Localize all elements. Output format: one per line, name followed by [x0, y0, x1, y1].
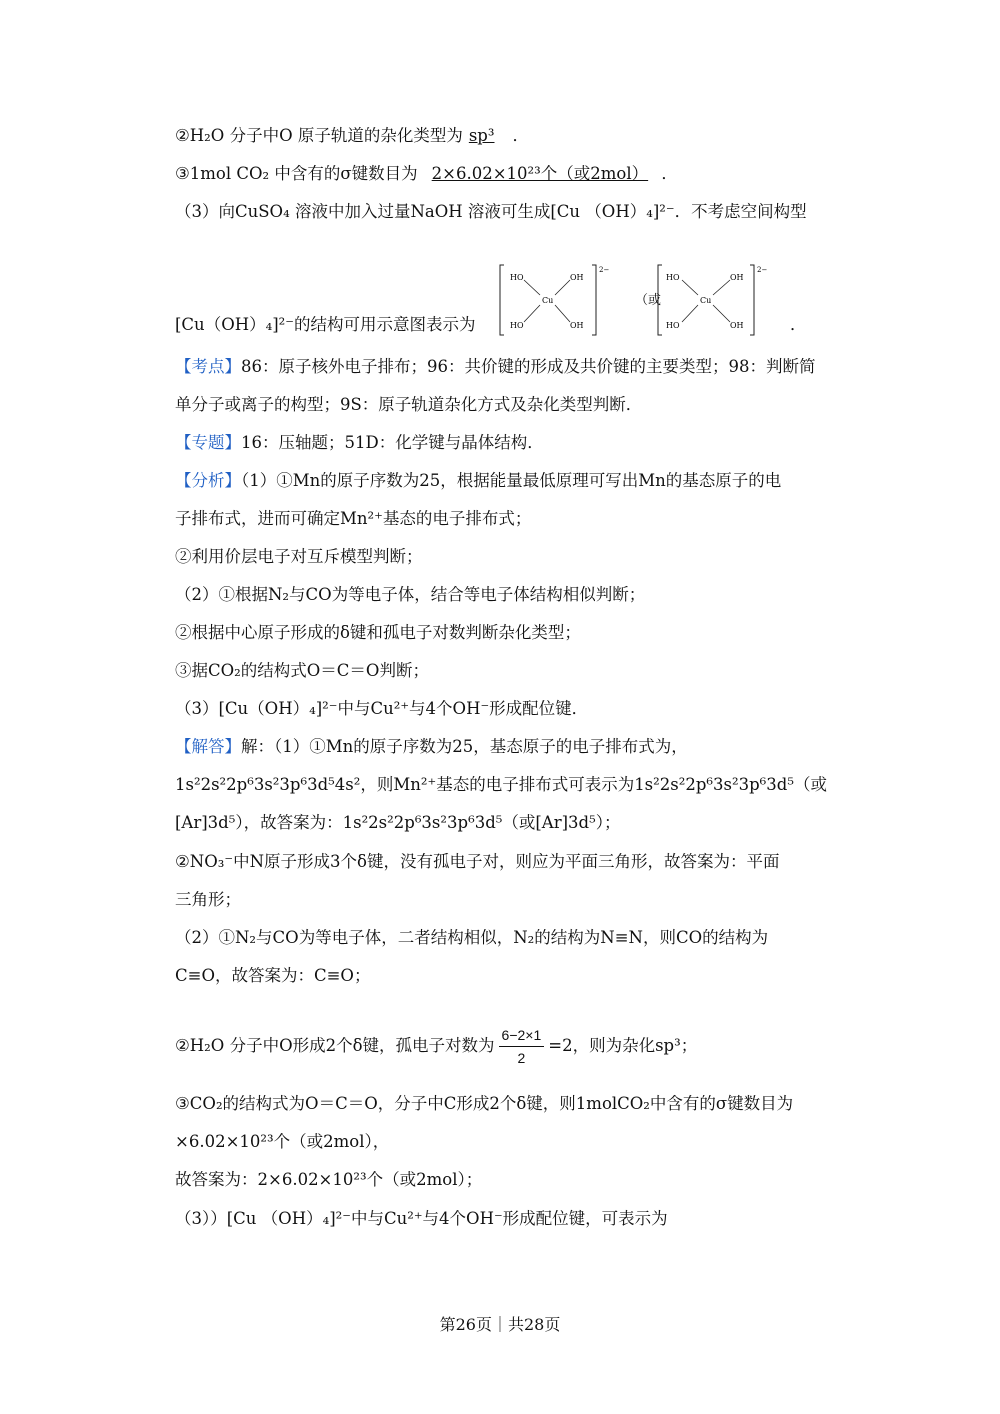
oh-label: OH — [570, 273, 584, 282]
text-line: ②H₂O 分子中O 原子轨道的杂化类型为 sp³ ． — [175, 126, 529, 145]
section-tag-zhuanti: 【专题】 — [175, 433, 241, 452]
text-line: （3）[Cu（OH）₄]²⁻中与Cu²⁺与4个OH⁻形成配位键． — [175, 699, 589, 718]
fraction — [499, 1024, 545, 1069]
oh-label: OH — [730, 321, 744, 330]
text-line: ③CO₂的结构式为O＝C＝O，分子中C形成2个δ键，则1molCO₂中含有的σ键数目为 — [175, 1094, 794, 1113]
text-line: 单分子或离子的构型；9S：原子轨道杂化方式及杂化类型判断． — [175, 395, 643, 414]
ho-label: HO — [666, 273, 680, 282]
text-line — [175, 432, 544, 454]
text-span: ③1mol CO₂ 中含有的σ键数目为 — [175, 164, 418, 183]
text-line: ． — [790, 315, 807, 334]
text-line: [Ar]3d⁵），故答案为：1s²2s²2p⁶3s²3p⁶3d⁵（或[Ar]3d⁵）； — [175, 813, 621, 832]
text-line: 子排布式，进而可确定Mn²⁺基态的电子排布式； — [175, 509, 532, 528]
text-line: （3））[Cu （OH）₄]²⁻中与Cu²⁺与4个OH⁻形成配位键，可表示为 — [175, 1209, 668, 1228]
text-line: 三角形； — [175, 890, 241, 909]
oh-label: OH — [570, 321, 584, 330]
text-line: （2）①根据N₂与CO为等电子体，结合等电子体结构相似判断； — [175, 585, 646, 604]
section-tag-fenxi: 【分析】 — [175, 471, 241, 490]
page-footer: 第26页｜共28页 — [439, 1315, 561, 1334]
text-line: ②利用价层电子对互斥模型判断； — [175, 547, 423, 566]
text-span: （1）①Mn的原子序数为25，根据能量最低原理可写出Mn的基态原子的电 — [241, 471, 782, 490]
cu-oh4-structure-diagram-2 — [656, 262, 776, 338]
text-span: [Cu（OH）₄]²⁻的结构可用示意图表示为 — [175, 315, 476, 334]
ho-label: HO — [510, 273, 524, 282]
text-line — [175, 356, 816, 378]
section-tag-jieda: 【解答】 — [175, 737, 241, 756]
text-line — [175, 1024, 697, 1069]
ho-label: HO — [510, 321, 524, 330]
fraction-denominator: 2 — [517, 1050, 526, 1066]
text-span: 解：（1）①Mn的原子序数为25，基态原子的电子排布式为， — [241, 737, 688, 756]
text-span: =2，则为杂化sp³； — [548, 1036, 698, 1055]
section-tag-kaodian: 【考点】 — [175, 357, 241, 376]
oh-label: OH — [730, 273, 744, 282]
text-line: ②根据中心原子形成的δ键和孤电子对数判断杂化类型； — [175, 623, 581, 642]
fraction-numerator: 6−2×1 — [499, 1024, 545, 1047]
cu-oh4-structure-diagram-1 — [498, 262, 618, 338]
text-line: 故答案为：2×6.02×10²³个（或2mol）； — [175, 1170, 483, 1189]
text-line: ③据CO₂的结构式O＝C＝O判断； — [175, 661, 429, 680]
or-text: （或 — [635, 293, 662, 308]
text-line — [175, 736, 688, 758]
text-line: 1s²2s²2p⁶3s²3p⁶3d⁵4s²，则Mn²⁺基态的电子排布式可表示为1s²2s²2p⁶3s²3p⁶3d⁵（或 — [175, 775, 827, 794]
text-span: ②H₂O 分子中O 原子轨道的杂化类型为 — [175, 126, 463, 145]
charge-label: 2− — [757, 266, 768, 274]
text-line: ×6.02×10²³个（或2mol）， — [175, 1132, 390, 1151]
cu-label: Cu — [700, 296, 712, 305]
text-line: ③1mol CO₂ 中含有的σ键数目为 2×6.02×10²³个（或2mol） ． — [175, 164, 678, 183]
charge-label: 2− — [599, 266, 610, 274]
text-line — [175, 201, 807, 223]
answer-blank: sp³ — [468, 126, 495, 145]
text-span: （3）向CuSO₄ 溶液中加入过量NaOH 溶液可生成[Cu （OH）₄]²⁻．不考虑空间构型 — [175, 202, 807, 221]
text-span: ②H₂O 分子中O形成2个δ键，孤电子对数为 — [175, 1036, 495, 1055]
text-span: 86：原子核外电子排布；96：共价键的形成及共价键的主要类型；98：判断简 — [241, 357, 816, 376]
text-line: C≡O，故答案为：C≡O； — [175, 966, 371, 985]
text-line: （2）①N₂与CO为等电子体，二者结构相似，N₂的结构为N≡N，则CO的结构为 — [175, 928, 769, 947]
text-line: ②NO₃⁻中N原子形成3个δ键，没有孤电子对，则应为平面三角形，故答案为：平面 — [175, 852, 780, 871]
cu-label: Cu — [542, 296, 554, 305]
ho-label: HO — [666, 321, 680, 330]
answer-blank: 2×6.02×10²³个（或2mol） — [431, 164, 649, 183]
text-line — [175, 470, 781, 492]
text-line — [175, 314, 493, 336]
text-span: 16：压轴题；51D：化学键与晶体结构． — [241, 433, 544, 452]
